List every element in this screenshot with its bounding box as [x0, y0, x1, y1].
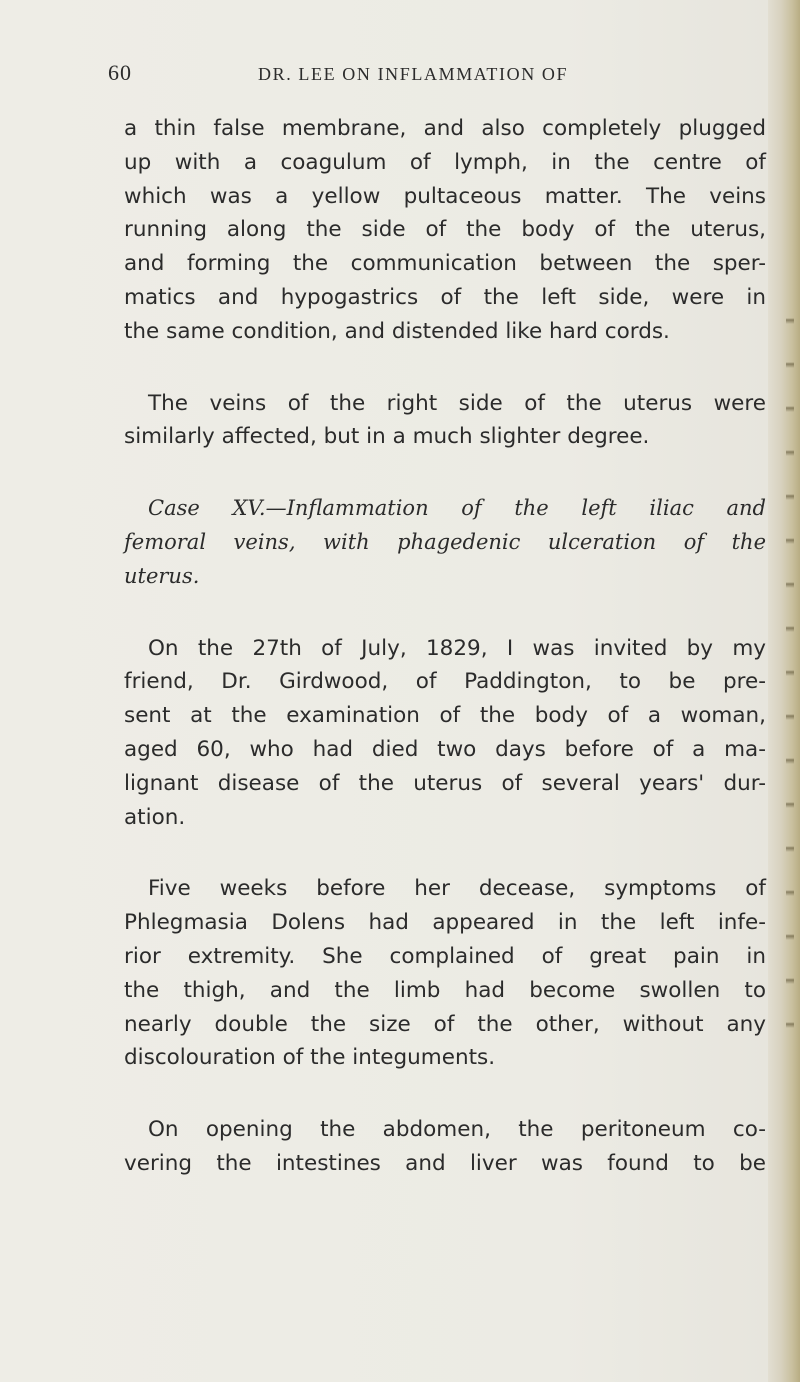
text-line: The veins of the right side of the uterus were: [148, 390, 766, 416]
binding-marks: [786, 300, 794, 1060]
text-line: lignant disease of the uterus of several years' dur-: [124, 770, 766, 796]
text-line: sent at the examination of the body of a woman,: [124, 703, 766, 729]
paragraph-gap: [124, 1075, 766, 1113]
text-line: On the 27th of July, 1829, I was invited by my: [148, 635, 766, 661]
text-line: nearly double the size of the other, without any: [124, 1011, 766, 1037]
text-line: rior extremity. She complained of great pain in: [124, 943, 766, 969]
text-line: and forming the communication between the sper-: [124, 251, 766, 277]
text-line: On opening the abdomen, the peritoneum co-: [148, 1117, 766, 1143]
text-line: Phlegmasia Dolens had appeared in the left infe-: [124, 910, 766, 936]
text-line: vering the intestines and liver was found to be: [124, 1150, 766, 1176]
paragraph-1: [124, 112, 766, 349]
text-line: friend, Dr. Girdwood, of Paddington, to be pre-: [124, 669, 766, 695]
text-line: the thigh, and the limb had become swollen to: [124, 977, 766, 1003]
page-gutter-edge: [768, 0, 800, 1382]
text-line: discolouration of the integuments.: [124, 1045, 496, 1071]
paragraph-gap: [124, 594, 766, 632]
text-line: the same condition, and distended like hard cords.: [124, 318, 670, 344]
text-line: up with a coagulum of lymph, in the centre of: [124, 149, 766, 175]
paragraph-gap: [124, 834, 766, 872]
page-header: [0, 60, 800, 90]
text-line: aged 60, who had died two days before of a ma-: [124, 736, 766, 762]
text-line: running along the side of the body of the uterus,: [124, 217, 766, 243]
text-line: a thin false membrane, and also completely plugged: [124, 116, 766, 141]
paragraph-2: [124, 387, 766, 455]
paragraph-4: [124, 872, 766, 1075]
page-number: 60: [108, 60, 132, 85]
text-line: ation.: [124, 804, 186, 830]
running-title: DR. LEE ON INFLAMMATION OF: [258, 64, 569, 84]
case-heading-line: Case XV.—Inflammation of the left iliac and: [148, 496, 766, 521]
text-line: matics and hypogastrics of the left side, were in: [124, 284, 766, 310]
paragraph-3: [124, 632, 766, 835]
paragraph-5: [124, 1113, 766, 1181]
body-text: [124, 112, 766, 1181]
paragraph-gap: [124, 349, 766, 387]
case-heading-line: uterus.: [124, 563, 200, 588]
text-line: which was a yellow pultaceous matter. The veins: [124, 183, 766, 209]
text-line: Five weeks before her decease, symptoms of: [148, 876, 766, 902]
case-heading: [124, 492, 766, 593]
text-line: similarly affected, but in a much slighter degree.: [124, 424, 650, 450]
paragraph-gap: [124, 454, 766, 492]
case-heading-line: femoral veins, with phagedenic ulceration of the: [124, 529, 766, 554]
